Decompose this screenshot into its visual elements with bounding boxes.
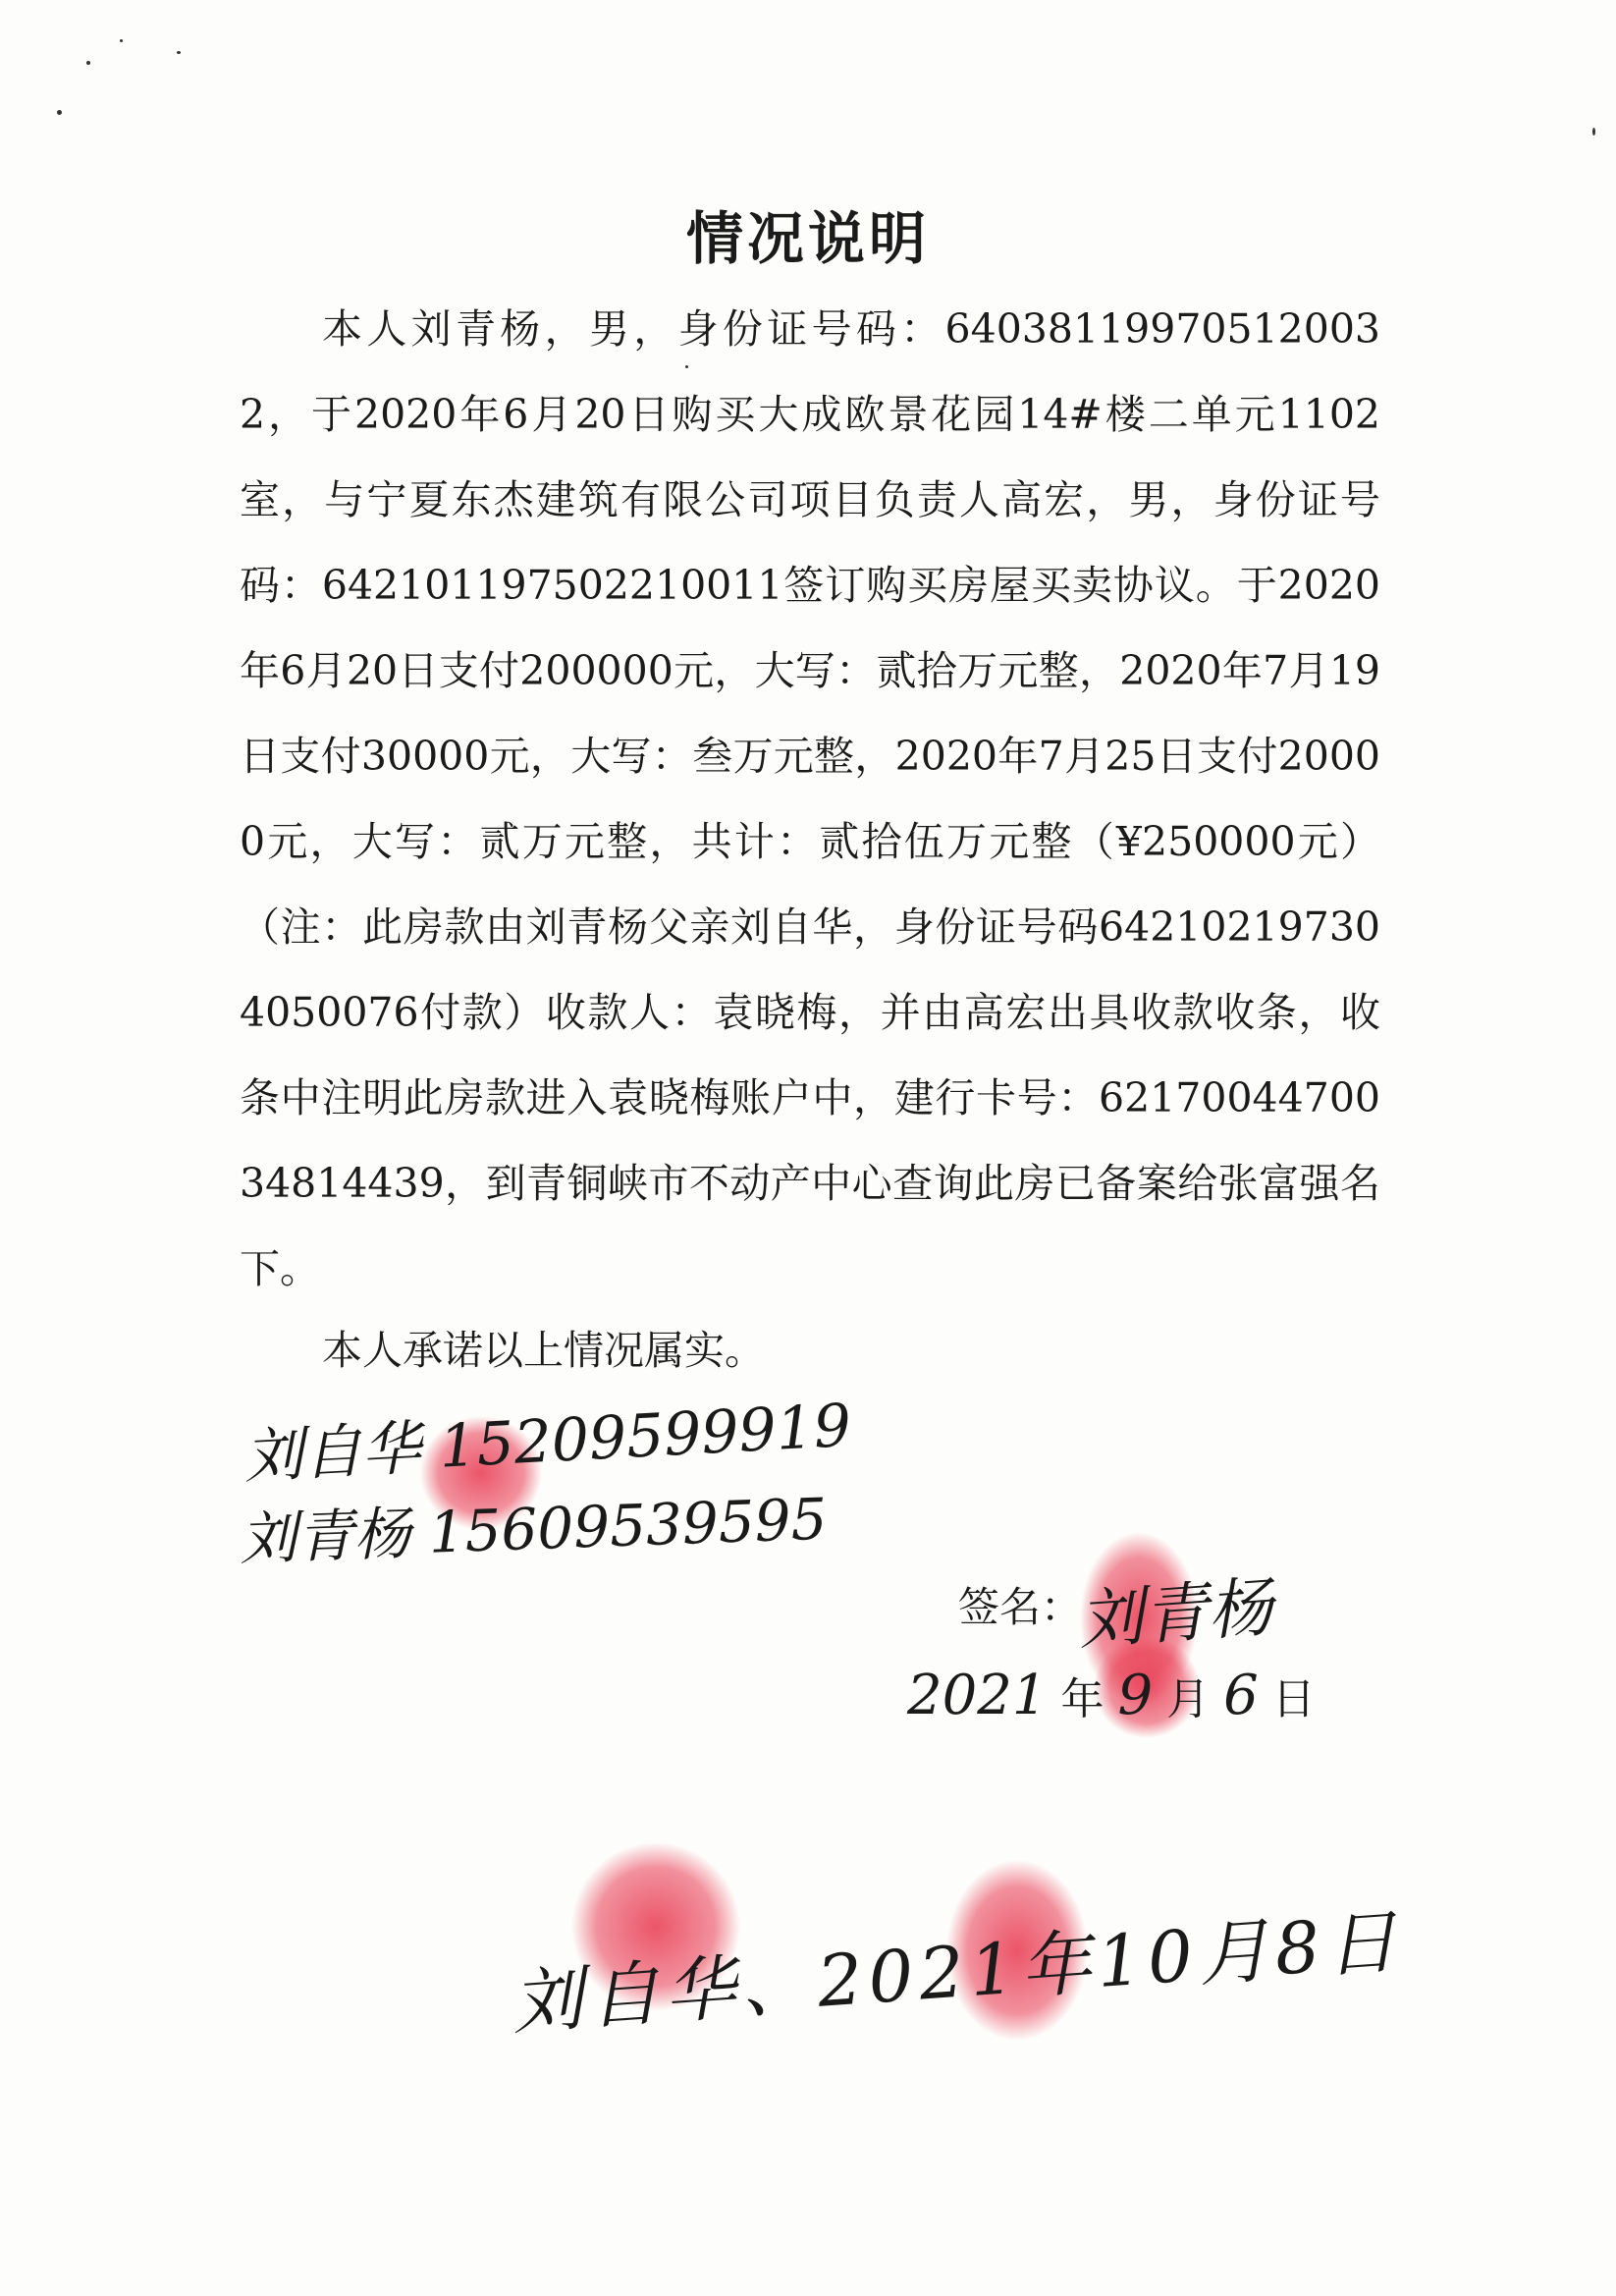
handwritten-signature: 刘青杨	[1075, 1569, 1275, 1659]
handwritten-contact-2: 刘青杨 15609539595	[239, 1485, 829, 1573]
statement-body: 本人刘青杨，男，身份证号码：640381199705120032，于2020年6月20日购买大成欧景花园14#楼二单元1102室，与宁夏东杰建筑有限公司项目负责人高宏，男，身份证号码：642101197502210011签订购买房屋买卖协议。于2020年6月20日支付200000元，大写：贰拾万元整，2020年7月19日支付30000元，大写：叁万元整，2020年7月25日支付20000元，大写：贰万元整，共计：贰拾伍万元整（¥250000元）（注：此房款由刘青杨父亲刘自华，身份证号码642102197304050076付款）收款人：袁晓梅，并由高宏出具收款收条，收条中注明此房款进入袁晓梅账户中，建行卡号：6217004470034814439，到青铜峡市不动产中心查询此房已备案给张富强名下。	[240, 305, 1380, 1292]
handwritten-bottom-note: 刘自华、2021年10月8日	[509, 1899, 1405, 2045]
signature-label: 签名：	[958, 1583, 1083, 1631]
date-month: 9	[1117, 1664, 1154, 1727]
date-year-unit: 年	[1060, 1674, 1104, 1724]
date-day: 6	[1223, 1664, 1259, 1727]
promise-statement: 本人承诺以上情况属实。	[322, 1327, 765, 1374]
date-day-unit: 日	[1271, 1674, 1316, 1724]
date-year: 2021	[907, 1664, 1048, 1727]
date-month-unit: 月	[1166, 1674, 1211, 1724]
document-title: 情况说明	[685, 205, 930, 272]
handwritten-contact-1: 刘自华 15209599919	[242, 1391, 853, 1493]
signature-date	[907, 1664, 1316, 1727]
